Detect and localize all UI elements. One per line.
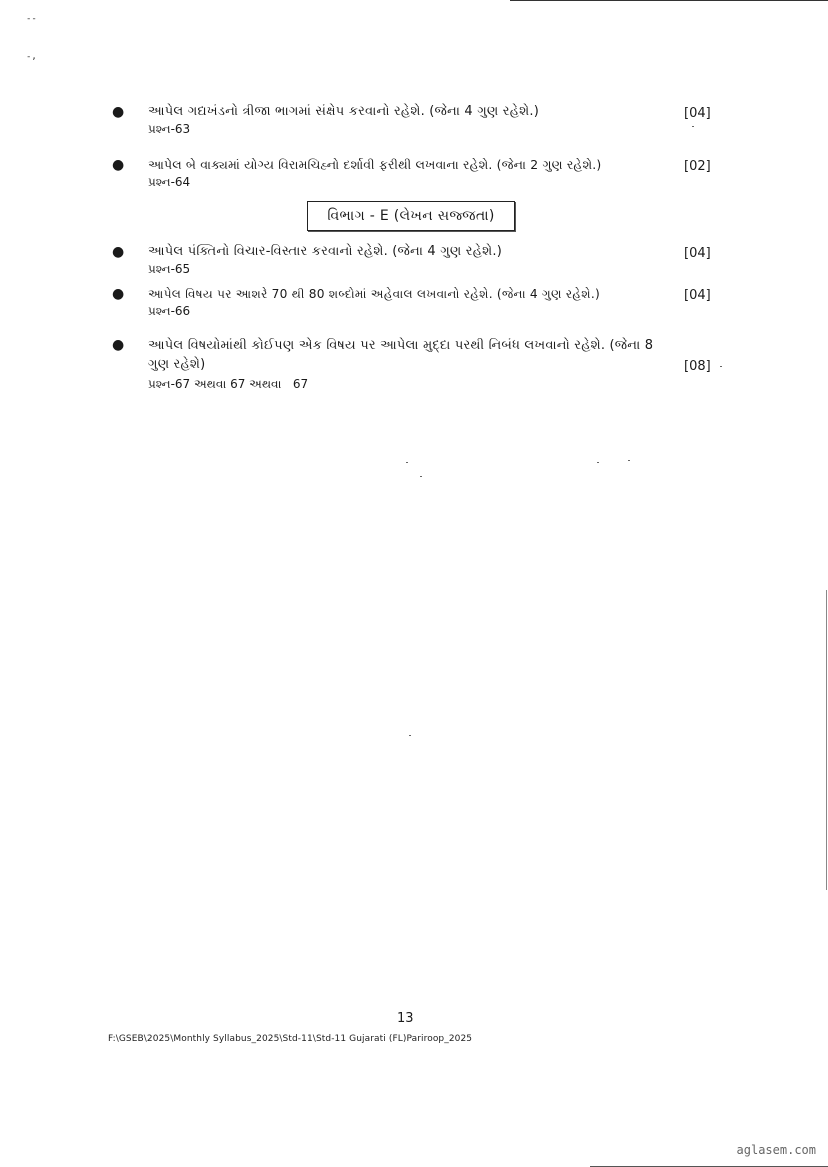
marks-label: [08] bbox=[684, 359, 711, 374]
bullet-icon: ● bbox=[112, 157, 125, 173]
instruction-item bbox=[112, 336, 712, 396]
question-number: પ્રશ્ન-65 bbox=[148, 262, 191, 276]
scan-speck bbox=[406, 462, 408, 463]
file-path: F:\GSEB\2025\Monthly Syllabus_2025\Std-11\Std-11 Gujarati (FL)Pariroop_2025 bbox=[108, 1034, 473, 1044]
instruction-text: આપેલ ગદ્યખંડનો ત્રીજા ભાગમાં સંક્ષેપ કરવાનો રહેશે. (જેના 4 ગુણ રહેશે.) bbox=[148, 104, 539, 119]
bullet-icon: ● bbox=[112, 244, 125, 260]
question-number: પ્રશ્ન-63 bbox=[148, 122, 191, 136]
scan-edge-right bbox=[826, 590, 827, 890]
scan-speck bbox=[597, 462, 599, 463]
scan-edge-top bbox=[510, 0, 828, 1]
instruction-text: આપેલ પંક્તિનો વિચાર-વિસ્તાર કરવાનો રહેશે. (જેના 4 ગુણ રહેશે.) bbox=[148, 244, 502, 259]
marks-label: [02] bbox=[684, 159, 711, 174]
scan-speck bbox=[409, 735, 411, 736]
section-heading bbox=[307, 201, 515, 231]
watermark: aglasem.com bbox=[736, 1143, 816, 1157]
margin-mark: -- bbox=[26, 14, 37, 24]
instruction-item bbox=[112, 243, 712, 283]
instruction-item bbox=[112, 285, 712, 325]
bullet-icon: ● bbox=[112, 337, 125, 353]
scan-speck bbox=[692, 126, 694, 127]
scan-speck bbox=[420, 476, 422, 477]
scan-speck bbox=[720, 366, 722, 367]
instruction-text: આપેલ વિષય પર આશરે 70 થી 80 શબ્દોમાં અહેવાલ લખવાનો રહેશે. (જેના 4 ગુણ રહેશે.) bbox=[148, 287, 600, 301]
marks-label: [04] bbox=[684, 288, 711, 303]
bullet-icon: ● bbox=[112, 104, 125, 120]
instruction-item bbox=[112, 103, 712, 143]
scan-speck bbox=[628, 460, 630, 461]
section-title: વિભાગ - E (લેખન સજ્જતા) bbox=[327, 208, 495, 224]
instruction-text: આપેલ વિષયોમાંથી કોઈપણ એક વિષય પર આપેલા મુદ્દા પરથી નિબંધ લખવાનો રહેશે. (જેના 8 ગુણ રહેશે) bbox=[148, 338, 654, 372]
instruction-item bbox=[112, 156, 712, 196]
question-number: પ્રશ્ન-64 bbox=[148, 175, 191, 189]
bullet-icon: ● bbox=[112, 286, 125, 302]
marks-label: [04] bbox=[684, 106, 711, 121]
question-number: પ્રશ્ન-66 bbox=[148, 304, 191, 318]
question-number: પ્રશ્ન-67 અથવા 67 અથવા 67 bbox=[148, 377, 309, 391]
instruction-text: આપેલ બે વાક્યમાં યોગ્ય વિરામચિહ્નો દર્શાવી ફરીથી લખવાના રહેશે. (જેના 2 ગુણ રહેશે.) bbox=[148, 157, 602, 172]
marks-label: [04] bbox=[684, 246, 711, 261]
margin-mark: -, bbox=[26, 52, 37, 62]
page-number: 13 bbox=[397, 1011, 414, 1026]
